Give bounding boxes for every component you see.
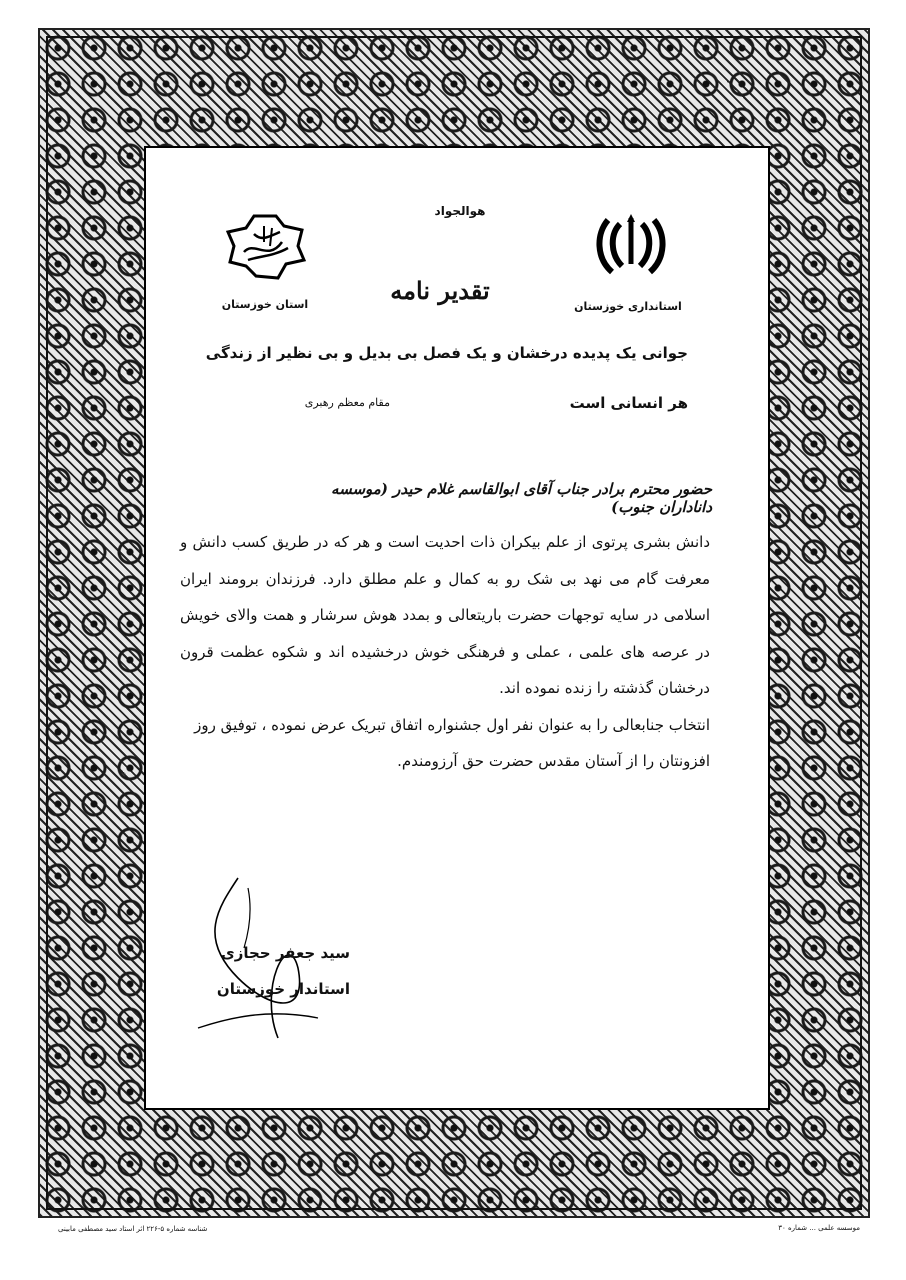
logo-caption: استان خوزستان xyxy=(221,298,309,311)
signer-title: استاندار خوزستان xyxy=(216,980,350,998)
quote-line-2: هر انسانی است xyxy=(569,394,688,412)
invocation-text: هوالجواد xyxy=(434,204,486,218)
khuzestan-calligraphy-logo-icon xyxy=(224,212,308,282)
footer-publisher: موسسه علمی ... شماره ۳۰ xyxy=(778,1224,860,1232)
quote-line-1: جوانی یک پدیده درخشان و یک فصل بی بدیل و بی نظیر از زندگی xyxy=(205,344,688,362)
signer-name: سید جعفر حجازی xyxy=(220,944,350,962)
quote-source: مقام معظم رهبری xyxy=(304,396,390,409)
footer-print-credit: شناسه شماره ۵-۲۲۶ اثر استاد سید مصطفی مابینی xyxy=(58,1225,208,1233)
recipient-line: حضور محترم برادر جناب آقای ابوالقاسم غلام حیدر (موسسه داناداران جنوب) xyxy=(331,480,712,516)
page-title: تقدیر نامه xyxy=(390,276,490,305)
body-paragraph-1: دانش بشری پرتوی از علم بیکران ذات احدیت است و هر که در طریق کسب دانش و معرفت گام می نهد بی شک رو به کمال و علم مطلق دارد. فرزندان برومند ایران اسلامی در سایه توجهات حضرت باریتعالی و بمدد هوش سرشار و همت والای خویش در عرصه های علمی ، عملی و فرهنگی خوش درخشیده اند و شکوه عظمت قرون درخشان گذشته را زنده نموده اند. xyxy=(180,533,710,697)
letter-body xyxy=(180,524,710,780)
iran-emblem-icon xyxy=(596,214,666,276)
body-paragraph-2: انتخاب جنابعالی را به عنوان نفر اول جشنواره اتفاق تبریک عرض نموده ، توفیق روز افزونتان را از آستان مقدس حضرت حق آرزومندم. xyxy=(194,715,710,770)
emblem-caption: استانداری خوزستان xyxy=(574,300,682,313)
